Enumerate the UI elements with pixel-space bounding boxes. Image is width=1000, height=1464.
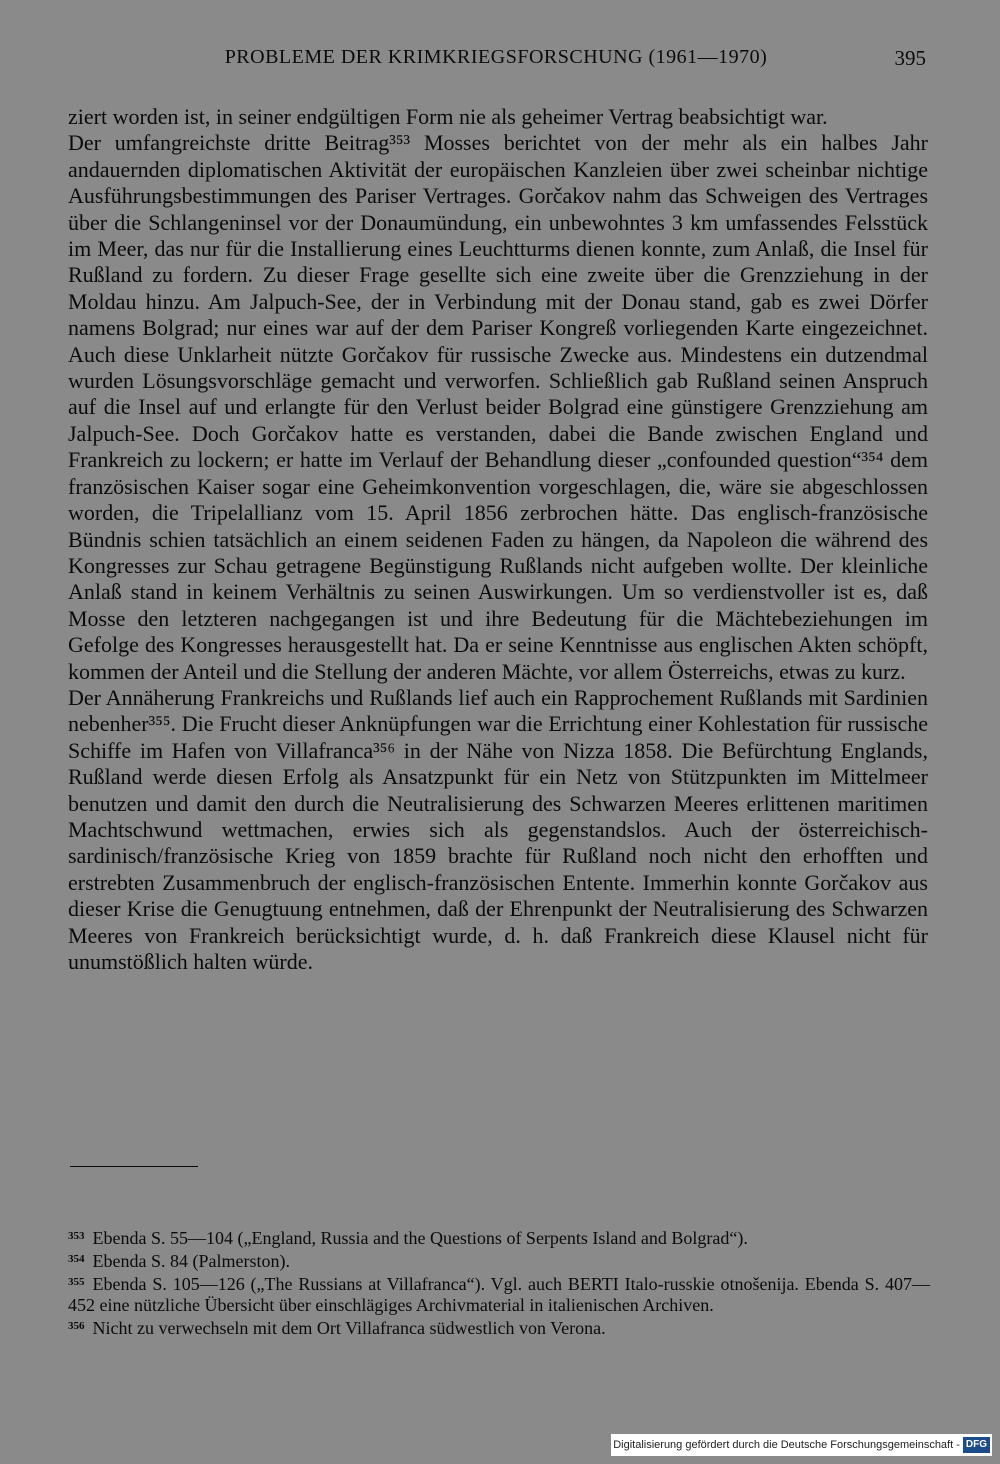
footnote-text: Nicht zu verwechseln mit dem Ort Villafranca südwestlich von Verona. bbox=[92, 1318, 606, 1338]
digitization-credit bbox=[611, 1434, 992, 1456]
running-header bbox=[66, 46, 926, 80]
footnote-number: 355 bbox=[68, 1276, 85, 1288]
running-title: PROBLEME DER KRIMKRIEGSFORSCHUNG (1961—1970) bbox=[224, 46, 768, 68]
paragraph: ziert worden ist, in seiner endgültigen Form nie als geheimer Vertrag beabsichtigt war. bbox=[68, 104, 828, 129]
dfg-logo-icon: DFG bbox=[963, 1437, 990, 1453]
footnote-separator bbox=[70, 1166, 198, 1167]
footnote-number: 356 bbox=[68, 1320, 85, 1332]
footnote-number: 353 bbox=[68, 1230, 85, 1242]
footnote bbox=[68, 1272, 930, 1316]
footnote-number: 354 bbox=[68, 1253, 85, 1265]
footnote-text: Ebenda S. 105—126 („The Russians at Villafranca“). Vgl. auch BERTI Italo-russkie otnošenija. Ebenda S. 407—452 eine nützliche Übersicht über einschlägiges Archivmaterial in italienischen Archiven. bbox=[68, 1274, 930, 1315]
footnote-text: Ebenda S. 84 (Palmerston). bbox=[92, 1251, 290, 1271]
paragraph: Der Annäherung Frankreichs und Rußlands lief auch ein Rapprochement Rußlands mit Sardinien nebenher³⁵⁵. Die Frucht dieser Anknüpfungen war die Errichtung einer Kohlestation für russische Schiffe im Hafen von Villafranca³⁵⁶ in der Nähe von Nizza 1858. Die Befürchtung Englands, Rußland werde diesen Erfolg als Ansatzpunkt für ein Netz von Stützpunkten im Mittelmeer benutzen und damit den durch die Neutralisierung des Schwarzen Meeres erlittenen maritimen Machtschwund wettmachen, erwies sich als gegenstandslos. Auch der österreichisch-sardinisch/französische Krieg von 1859 brachte für Rußland noch nicht den erhofften und erstrebten Zusammenbruch der englisch-französischen Entente. Immerhin konnte Gorčakov aus dieser Krise die Genugtuung entnehmen, daß der Ehrenpunkt der Neutralisierung des Schwarzen Meeres von Frankreich berücksichtigt wurde, d. h. daß Frankreich diese Klausel nicht für unumstößlich halten würde. bbox=[68, 684, 928, 974]
footnote-text: Ebenda S. 55—104 („England, Russia and the Questions of Serpents Island and Bolgrad“). bbox=[92, 1228, 748, 1248]
footnotes bbox=[68, 1226, 930, 1339]
page-number: 395 bbox=[894, 46, 926, 70]
footnote bbox=[68, 1316, 930, 1339]
footnote bbox=[68, 1249, 930, 1272]
paragraph: Der umfangreichste dritte Beitrag³⁵³ Mosses berichtet von der mehr als ein halbes Jahr andauernden diplomatischen Aktivität der europäischen Kanzleien über zwei scheinbar nichtige Ausführungsbestimmungen des Pariser Vertrages. Gorčakov nahm das Schweigen des Vertrages über die Schlangeninsel vor der Donaumündung, ein unbewohntes 3 km umfassendes Felsstück im Meer, das nur für die Installierung eines Leuchtturms dienen konnte, zum Anlaß, die Insel für Rußland zu fordern. Zu dieser Frage gesellte sich eine zweite über die Grenzziehung in der Moldau hinzu. Am Jalpuch-See, der in Verbindung mit der Donau stand, gab es zwei Dörfer namens Bolgrad; nur eines war auf der dem Pariser Kongreß vorliegenden Karte eingezeichnet. Auch diese Unklarheit nützte Gorčakov für russische Zwecke aus. Mindestens ein dutzendmal wurden Lösungsvorschläge gemacht und verworfen. Schließlich gab Rußland seinen Anspruch auf die Insel auf und erlangte für den Verlust beider Bolgrad eine günstigere Grenzziehung am Jalpuch-See. Doch Gorčakov hatte es verstanden, dabei die Bande zwischen England und Frankreich zu lockern; er hatte im Verlauf der Behandlung dieser „confounded question“³⁵⁴ dem französischen Kaiser sogar eine Geheimkonvention vorgeschlagen, die, wäre sie abgeschlossen worden, die Tripelallianz vom 15. April 1856 zerbrochen hätte. Das englisch-französische Bündnis schien tatsächlich an einem seidenen Faden zu hängen, da Napoleon die während des Kongresses zur Schau getragene Begünstigung Rußlands nicht aufgeben wollte. Der kleinliche Anlaß stand in keinem Verhältnis zu seinen Auswirkungen. Um so verdienstvoller ist es, daß Mosse den letzteren nachgegangen ist und ihre Bedeutung für die Mächtebeziehungen im Gefolge des Kongresses herausgestellt hat. Da er seine Kenntnisse aus englischen Akten schöpft, kommen der Anteil und die Stellung der anderen Mächte, vor allem Österreichs, etwas zu kurz. bbox=[68, 130, 928, 684]
main-text bbox=[68, 104, 928, 975]
footnote bbox=[68, 1226, 930, 1249]
credit-text: Digitalisierung gefördert durch die Deutsche Forschungsgemeinschaft - bbox=[613, 1439, 960, 1451]
